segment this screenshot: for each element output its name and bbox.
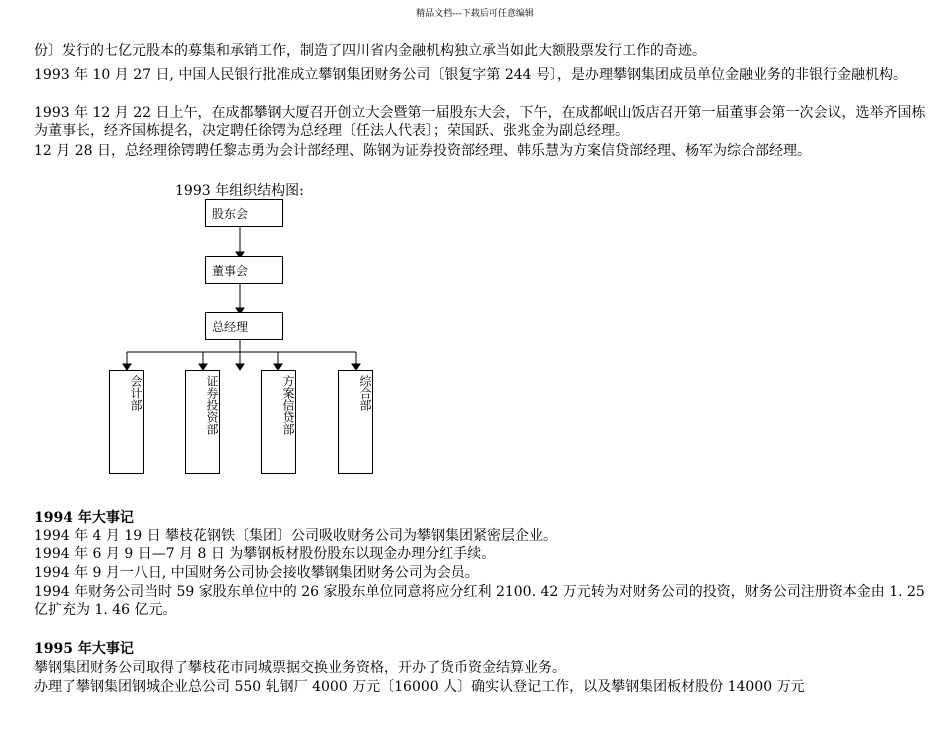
heading-1995: 1995 年大事记 bbox=[34, 641, 134, 657]
org-node-securities-investment: 证券投资部 bbox=[185, 370, 220, 474]
paragraph-1: 份〕发行的七亿元股本的募集和承销工作，制造了四川省内金融机构独立承当如此大额股票发行工作的奇迹。 bbox=[34, 43, 706, 59]
heading-1994: 1994 年大事记 bbox=[34, 510, 134, 526]
org-chart-title: 1993 年组织结构图: bbox=[175, 183, 304, 199]
page-header: 精品文档---下载后可任意编辑 bbox=[416, 9, 534, 19]
paragraph-4: 12 月 28 日，总经理徐锷聘任黎志勇为会计部经理、陈钢为证券投资部经理、韩乐慧为方案信贷部经理、杨军为综合部经理。 bbox=[34, 143, 811, 159]
org-node-board: 董事会 bbox=[205, 256, 283, 284]
org-node-general-manager: 总经理 bbox=[205, 312, 283, 340]
item-1995-2: 办理了攀钢集团钢城企业总公司 550 轧钢厂 4000 万元〔16000 人〕确实认登记工作，以及攀钢集团板材股份 14000 万元 bbox=[34, 679, 805, 695]
item-1994-1: 1994 年 4 月 19 日 攀枝花钢铁〔集团〕公司吸收财务公司为攀钢集团紧密层企业。 bbox=[34, 528, 558, 544]
paragraph-3: 1993 年 12 月 22 日上午，在成都攀钢大厦召开创立大会暨第一届股东大会，下午，在成都岷山饭店召开第一届董事会第一次会议，选举齐国栋为董事长，经齐国栋提名，决定聘任徐锷为总经理〔任法人代表〕；荣国跃、张兆金为副总经理。 bbox=[34, 105, 926, 139]
item-1994-2: 1994 年 6 月 9 日—7 月 8 日 为攀钢板材股份股东以现金办理分红手续。 bbox=[34, 546, 496, 562]
org-node-general-affairs: 综合部 bbox=[338, 370, 373, 474]
org-node-shareholders: 股东会 bbox=[205, 199, 283, 227]
item-1995-1: 攀钢集团财务公司取得了攀枝花市同城票据交换业务资格，开办了货币资金结算业务。 bbox=[34, 660, 566, 676]
item-1994-4: 1994 年财务公司当时 59 家股东单位中的 26 家股东单位同意将应分红利 2100. 42 万元转为对财务公司的投资，财务公司注册资本金由 1. 25 亿扩充为 1. 46 亿元。 bbox=[34, 584, 925, 618]
item-1994-3: 1994 年 9 月一八日, 中国财务公司协会接收攀钢集团财务公司为会员。 bbox=[34, 565, 479, 581]
org-node-planning-credit: 方案信贷部 bbox=[261, 370, 296, 474]
paragraph-2: 1993 年 10 月 27 日, 中国人民银行批准成立攀钢集团财务公司〔银复字第 244 号〕，是办理攀钢集团成员单位金融业务的非银行金融机构。 bbox=[34, 67, 908, 83]
org-node-accounting: 会计部 bbox=[109, 370, 144, 474]
